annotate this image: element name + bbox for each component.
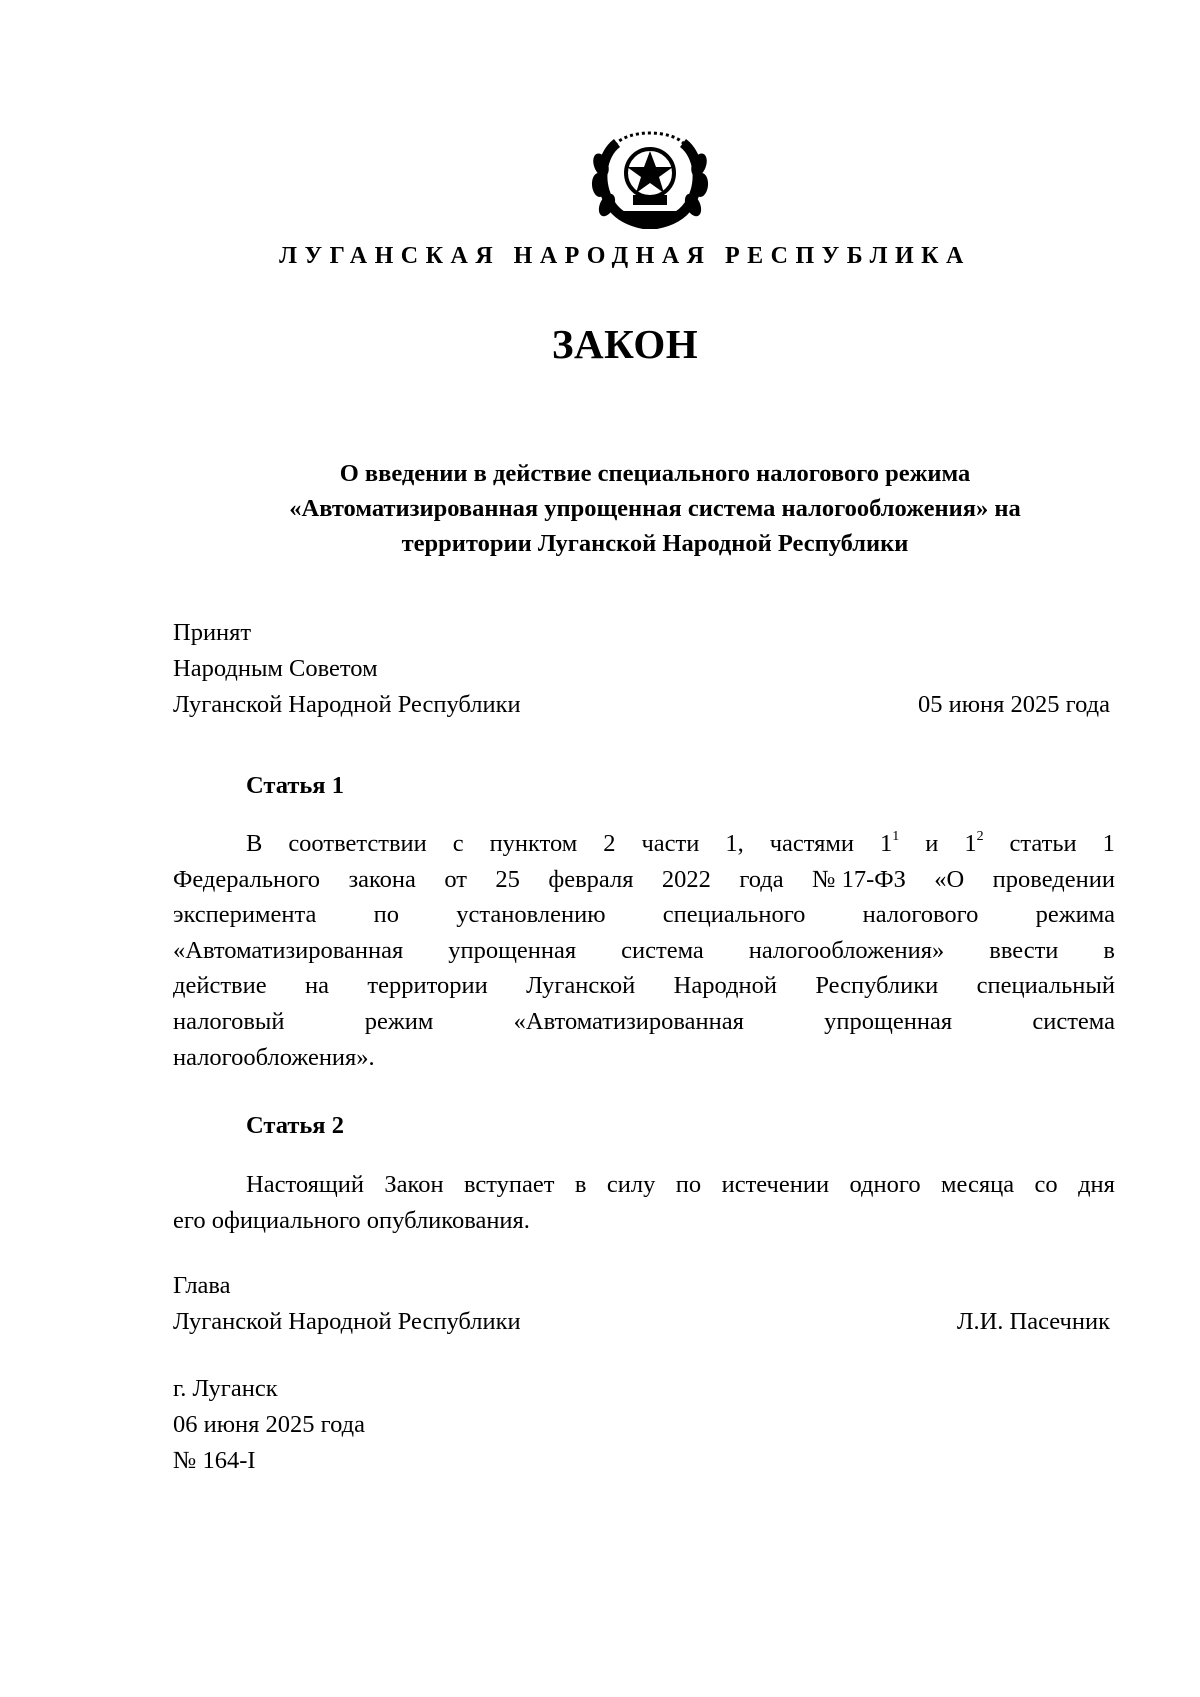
text-line: действие на территории Луганской Народной Республики специальный	[173, 972, 1115, 1000]
text-line: эксперимента по установлению специального налогового режима	[173, 901, 1115, 929]
article-2-text	[173, 1167, 1115, 1238]
text-line: налогообложения».	[173, 1043, 375, 1071]
adopted-by: Народным Советом	[173, 655, 378, 682]
republic-name: ЛУГАНСКАЯ НАРОДНАЯ РЕСПУБЛИКА	[279, 243, 971, 269]
text-line: его официального опубликования.	[173, 1206, 530, 1234]
issue-city: г. Луганск	[173, 1375, 278, 1402]
text-line: Настоящий Закон вступает в силу по истечении одного месяца со дня	[246, 1171, 1115, 1198]
law-subject	[180, 456, 1130, 561]
text-line: «Автоматизированная упрощенная система налогообложения» ввести в	[173, 936, 1115, 964]
document-type: ЗАКОН	[551, 321, 699, 367]
article-1-heading: Статья 1	[246, 772, 344, 799]
subject-line: О введении в действие специального налогового режима	[339, 460, 971, 487]
signatory-name: Л.И. Пасечник	[956, 1308, 1110, 1335]
article-2-heading: Статья 2	[246, 1112, 344, 1139]
law-number: № 164-I	[173, 1447, 256, 1474]
adopted-by-republic: Луганской Народной Республики	[173, 691, 521, 718]
coat-of-arms-icon	[587, 125, 713, 229]
adopted-label: Принят	[173, 619, 252, 646]
text-line: Федерального закона от 25 февраля 2022 года № 17-ФЗ «О проведении	[173, 865, 1115, 893]
article-1-text	[173, 826, 1115, 1075]
signatory-republic: Луганской Народной Республики	[173, 1308, 521, 1335]
adoption-date: 05 июня 2025 года	[918, 691, 1110, 718]
signatory-title: Глава	[173, 1272, 231, 1299]
text-line: налоговый режим «Автоматизированная упрощенная система	[173, 1007, 1115, 1035]
subject-line: территории Луганской Народной Республики	[401, 530, 909, 557]
issue-date: 06 июня 2025 года	[173, 1411, 365, 1438]
text-line: В соответствии с пунктом 2 части 1, частями $1^1$ и $1^2$ статьи 1	[246, 829, 1115, 857]
subject-line: «Автоматизированная упрощенная система налогообложения» на	[289, 495, 1021, 522]
